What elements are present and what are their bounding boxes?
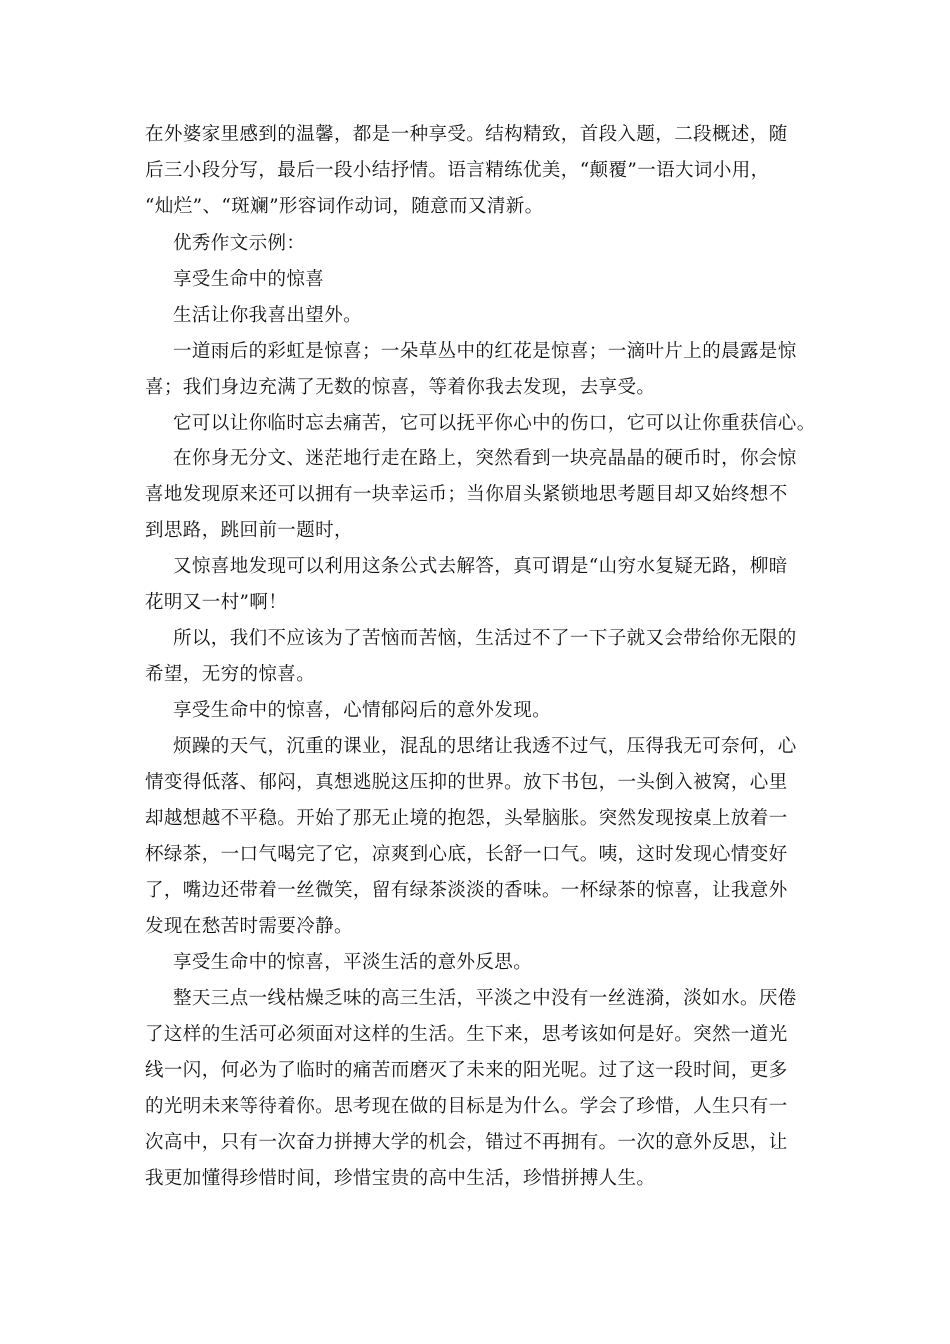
- text-line: 所以，我们不应该为了苦恼而苦恼，生活过不了一下子就又会带给你无限的: [173, 628, 797, 649]
- text-line: 了，嘴边还带着一丝微笑，留有绿茶淡淡的香味。一杯绿茶的惊喜，让我意外: [145, 880, 788, 901]
- text-line: 喜；我们身边充满了无数的惊喜，等着你我去发现，去享受。: [145, 377, 656, 398]
- text-line: 发现在愁苦时需要冷静。: [145, 916, 353, 937]
- text-line: 后三小段分写，最后一段小结抒情。语言精练优美，“颠覆”一语大词小用，: [145, 160, 770, 181]
- text-line: 一道雨后的彩虹是惊喜；一朵草丛中的红花是惊喜；一滴叶片上的晨露是惊: [173, 341, 797, 362]
- text-line: 却越想越不平稳。开始了那无止境的抱怨，头晕脑胀。突然发现按桌上放着一: [145, 808, 788, 829]
- section-heading: 享受生命中的惊喜，平淡生活的意外反思。: [173, 952, 533, 973]
- text-line: 生活让你我喜出望外。: [173, 305, 363, 326]
- text-line: 整天三点一线枯燥乏味的高三生活，平淡之中没有一丝涟漪，淡如水。厌倦: [173, 988, 797, 1009]
- text-line: 线一闪，何必为了临时的痛苦而磨灭了未来的阳光呢。过了这一段时间，更多: [145, 1060, 788, 1081]
- text-line: 烦躁的天气，沉重的课业，混乱的思绪让我透不过气，压得我无可奈何，心: [173, 736, 797, 757]
- text-line: 杯绿茶，一口气喝完了它，凉爽到心底，长舒一口气。咦，这时发现心情变好: [145, 844, 788, 865]
- text-line: 在外婆家里感到的温馨，都是一种享受。结构精致，首段入题，二段概述，随: [145, 124, 788, 145]
- text-line: 又惊喜地发现可以利用这条公式去解答，真可谓是“山穷水复疑无路，柳暗: [173, 556, 788, 577]
- text-line: 的光明未来等待着你。思考现在做的目标是为什么。学会了珍惜，人生只有一: [145, 1096, 788, 1117]
- text-line: 情变得低落、郁闷，真想逃脱这压抑的世界。放下书包，一头倒入被窝，心里: [145, 772, 788, 793]
- text-line: 我更加懂得珍惜时间，珍惜宝贵的高中生活，珍惜拼搏人生。: [145, 1168, 656, 1189]
- text-line: 了这样的生活可必须面对这样的生活。生下来，思考该如何是好。突然一道光: [145, 1024, 788, 1045]
- text-line: 次高中，只有一次奋力拼搏大学的机会，错过不再拥有。一次的意外反思，让: [145, 1132, 788, 1153]
- text-line: 在你身无分文、迷茫地行走在路上，突然看到一块亮晶晶的硬币时，你会惊: [173, 448, 797, 469]
- section-heading: 享受生命中的惊喜，心情郁闷后的意外发现。: [173, 700, 552, 721]
- text-line: 它可以让你临时忘去痛苦，它可以抚平你心中的伤口，它可以让你重获信心。: [173, 413, 816, 434]
- text-line: 到思路，跳回前一题时，: [145, 520, 353, 541]
- text-line: 希望，无穷的惊喜。: [145, 664, 316, 685]
- text-line: 优秀作文示例：: [173, 233, 306, 254]
- text-line: 花明又一村”啊！: [145, 592, 288, 613]
- text-line: 喜地发现原来还可以拥有一块幸运币；当你眉头紧锁地思考题目却又始终想不: [145, 484, 788, 505]
- text-line: “灿烂”、“斑斓”形容词作动词，随意而又清新。: [145, 196, 544, 217]
- essay-title: 享受生命中的惊喜: [173, 269, 325, 290]
